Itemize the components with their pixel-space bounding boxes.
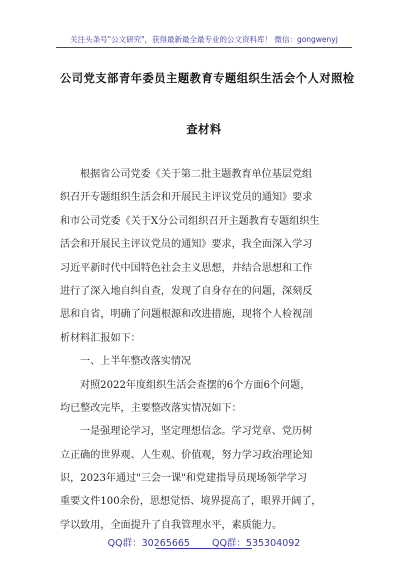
body-line: 重要文件100余份，思想觉悟、境界提高了，眼界开阔了， (60, 496, 322, 508)
footer-qq-group-1: QQ群：30265665 (107, 538, 190, 549)
document-title-line-1: 公司党支部青年委员主题教育专题组织生活会个人对照检 (60, 71, 355, 85)
header-divider (56, 47, 352, 48)
footer-underline (156, 548, 252, 549)
header-promo-text: 关注头条号"公文研究"，获得最新最全最专业的公文资料库！ 微信：gongwenyj (70, 35, 338, 44)
footer-qq-group-2: QQ群：535304092 (211, 538, 301, 549)
body-line: 立正确的世界观、人生观、价值观，努力学习政治理论知 (60, 449, 313, 461)
body-line: 习近平新时代中国特色社会主义思想，并结合思想和工作 (60, 262, 313, 274)
document-body (60, 163, 358, 537)
body-line: 和市公司党委《关于X分公司组织召开主题教育专题组织生 (60, 215, 320, 227)
body-line: 织召开专题组织生活会和开展民主评议党员的通知》要求 (60, 192, 313, 204)
body-line: 活会和开展民主评议党员的通知》要求，我全面深入学习 (60, 239, 313, 251)
body-line: 识，2023年通过"三会一课"和党建指导员现场领学学习 (60, 473, 307, 485)
body-line: 一是强理论学习，坚定理想信念。学习党章、党历树 (80, 426, 313, 438)
section-heading: 一、上半年整改落实情况 (80, 356, 192, 368)
body-line: 对照2022年度组织生活会查摆的6个方面6个问题， (80, 379, 311, 391)
body-line: 均已整改完毕，主要整改落实情况如下： (60, 402, 242, 414)
footer (0, 535, 408, 549)
body-line: 析材料汇报如下： (60, 332, 141, 344)
body-line: 根据省公司党委《关于第二批主题教育单位基层党组 (80, 169, 313, 180)
body-line: 进行了深入地自纠自查，发现了自身存在的问题，深刻反 (60, 285, 313, 297)
body-line: 学以致用，全面提升了自我管理水平，素质能力。 (60, 519, 283, 531)
document-title-line-2: 查材料 (186, 122, 222, 136)
body-line: 思和自省，明确了问题根源和改进措施，现将个人检视剖 (60, 309, 313, 321)
